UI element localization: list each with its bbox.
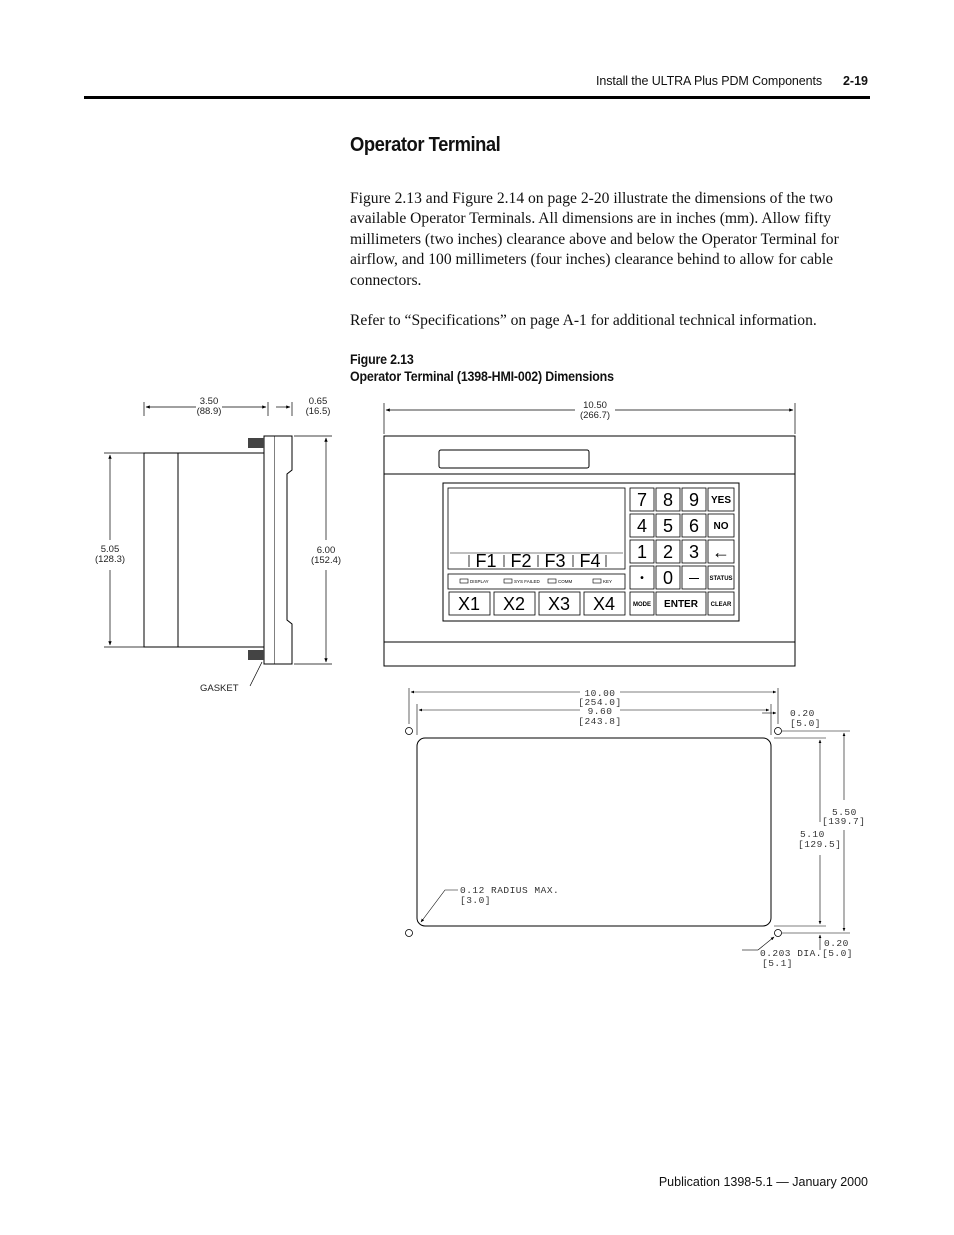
- key-2: 2: [662, 542, 674, 562]
- key-minus: —: [689, 573, 699, 584]
- key-x1: X1: [457, 594, 481, 614]
- key-0: 0: [662, 568, 674, 588]
- side-bezel-label: 0.65: [308, 396, 328, 407]
- cutout-bottom-margin: 0.20: [824, 938, 849, 949]
- cutout-hole-span-mm: [254.0]: [578, 697, 622, 708]
- side-depth-mm: (88.9): [196, 406, 222, 417]
- header-page-number: 2-19: [842, 74, 868, 88]
- cutout-hole-span: 10.00: [584, 688, 616, 699]
- cutout-hole-vspan: 5.50: [832, 807, 857, 818]
- key-back-arrow: ←: [712, 542, 730, 562]
- cutout-hole-vspan-mm: [139.7]: [822, 816, 866, 827]
- key-9: 9: [688, 490, 700, 510]
- side-body-height-label: 5.05: [100, 544, 120, 555]
- led-comm: COMM: [558, 579, 573, 584]
- figure-label: Figure 2.13: [350, 352, 414, 367]
- key-f4: F4: [579, 551, 601, 571]
- cutout-right-margin-mm: [5.0]: [790, 718, 822, 729]
- key-x4: X4: [592, 594, 616, 614]
- key-f2: F2: [510, 551, 532, 571]
- front-width-label: 10.50: [583, 400, 607, 411]
- cutout-height-mm: [129.5]: [798, 839, 842, 850]
- key-dot: •: [640, 573, 644, 584]
- header-section-title: Install the ULTRA Plus PDM Components: [595, 74, 822, 88]
- key-1: 1: [636, 542, 648, 562]
- key-yes: YES: [710, 495, 732, 506]
- key-x2: X2: [502, 594, 526, 614]
- cutout-radius-mm: [3.0]: [460, 895, 492, 906]
- dimension-drawing: [0, 390, 954, 990]
- side-depth-label: 3.50: [199, 396, 219, 407]
- front-width-mm: (266.7): [579, 410, 611, 421]
- side-bezel-mm: (16.5): [305, 406, 331, 417]
- side-overall-height-mm: (152.4): [310, 555, 342, 566]
- side-body-height-mm: (128.3): [94, 554, 126, 565]
- key-7: 7: [636, 490, 648, 510]
- key-f1: F1: [475, 551, 497, 571]
- gasket-label: GASKET: [200, 683, 239, 694]
- body-paragraph-2: Refer to “Specifications” on page A-1 for additional technical information.: [350, 312, 817, 329]
- side-view: [104, 402, 332, 686]
- body-paragraph-1: Figure 2.13 and Figure 2.14 on page 2-20 illustrate the dimensions of the two available Operator Terminals. All dimensions are in inches (mm). Allow fifty millimeters (two inches) clearance above and below the Operator Terminal for airflow, and 100 millimeters (four inches) clearance behind to allow for cable connectors.: [350, 190, 839, 289]
- cutout-hole-dia: 0.203 DIA.: [760, 948, 823, 959]
- cutout-bottom-margin-mm: [5.0]: [822, 948, 854, 959]
- key-3: 3: [688, 542, 700, 562]
- led-key: KEY: [603, 579, 613, 584]
- key-mode: MODE: [633, 602, 651, 608]
- key-status: STATUS: [709, 576, 733, 582]
- page-header: [0, 0, 954, 100]
- side-overall-height-label: 6.00: [316, 545, 336, 556]
- figure-caption: Operator Terminal (1398-HMI-002) Dimensions: [350, 369, 614, 384]
- key-x3: X3: [547, 594, 571, 614]
- header-rule: [84, 96, 870, 99]
- cutout-hole-dia-mm: [5.1]: [762, 958, 794, 969]
- cutout-view: [406, 688, 851, 950]
- key-clear: CLEAR: [710, 602, 732, 608]
- led-sys-failed: SYS FAILED: [514, 579, 540, 584]
- section-title: Operator Terminal: [350, 134, 501, 156]
- cutout-width-mm: [243.8]: [578, 716, 622, 727]
- key-8: 8: [662, 490, 674, 510]
- key-f3: F3: [544, 551, 566, 571]
- cutout-right-margin: 0.20: [790, 708, 815, 719]
- cutout-height: 5.10: [800, 829, 825, 840]
- key-4: 4: [636, 516, 648, 536]
- cutout-radius: 0.12 RADIUS MAX.: [460, 885, 560, 896]
- led-display: DISPLAY: [470, 579, 489, 584]
- footer-publication: Publication 1398-5.1 — January 2000: [658, 1175, 868, 1189]
- key-no: NO: [713, 521, 729, 532]
- key-5: 5: [662, 516, 674, 536]
- cutout-width: 9.60: [587, 706, 613, 717]
- key-enter: ENTER: [664, 599, 698, 610]
- key-6: 6: [688, 516, 700, 536]
